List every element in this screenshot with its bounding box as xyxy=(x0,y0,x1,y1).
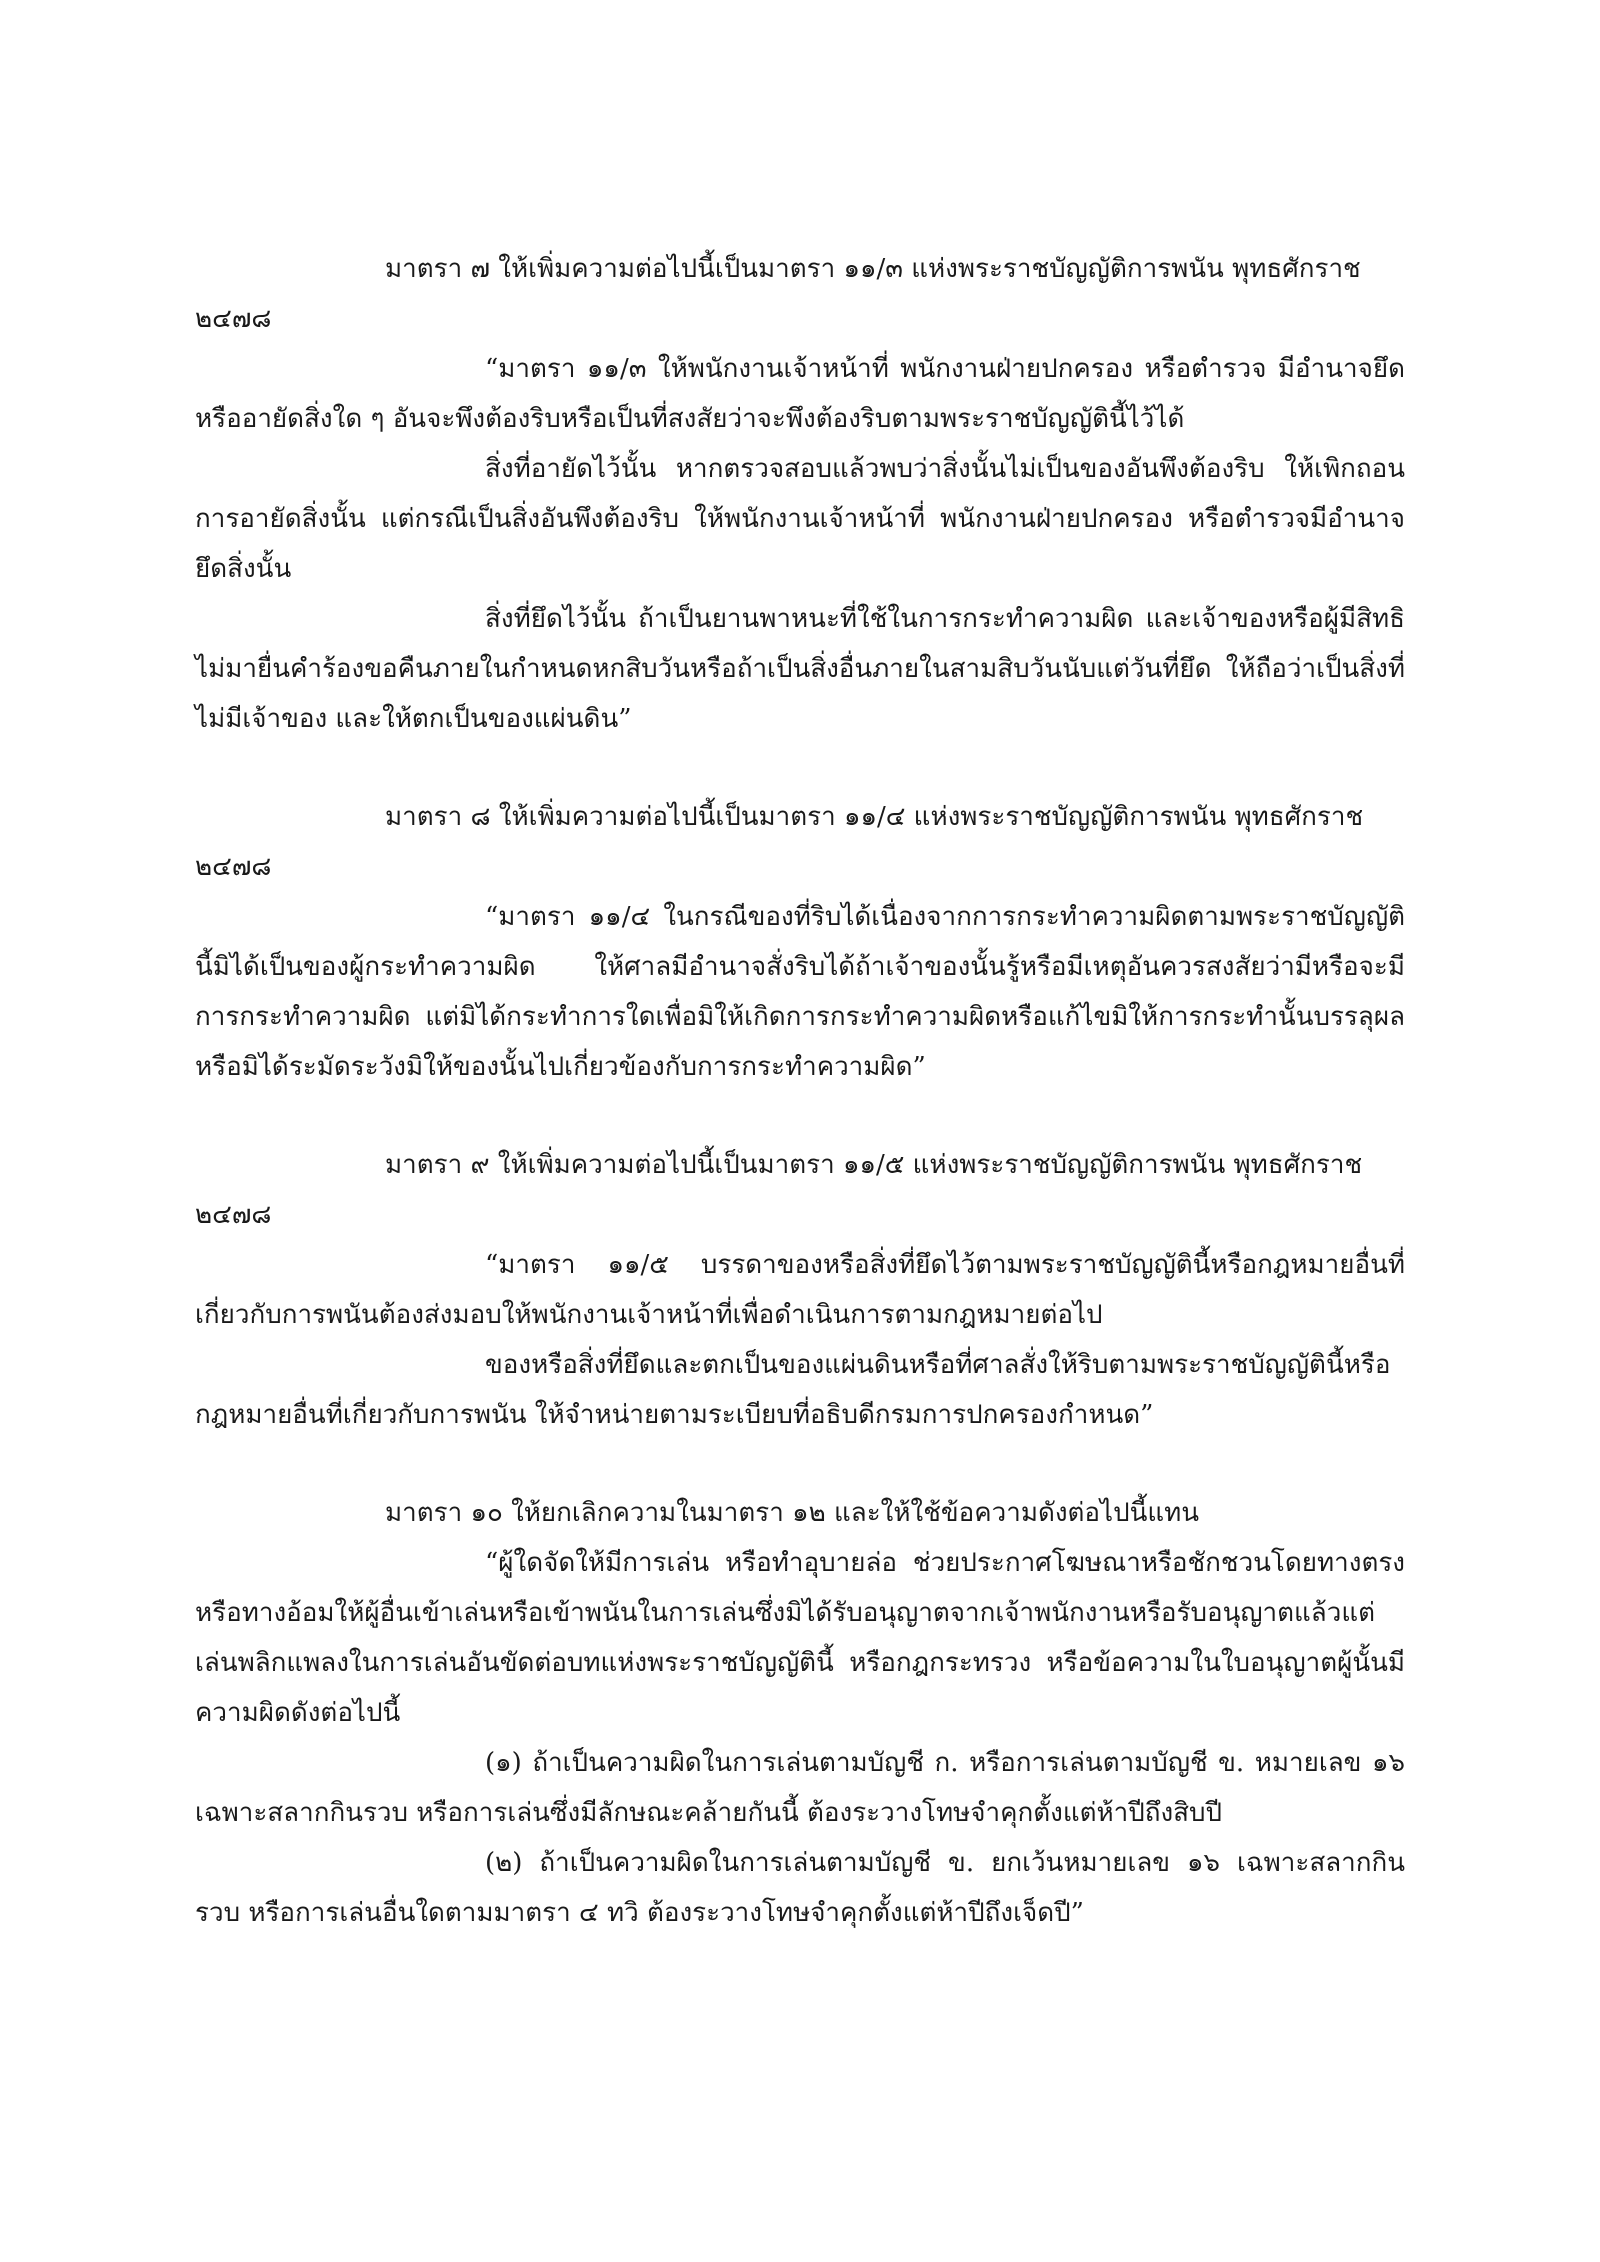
section-7 xyxy=(195,244,1405,744)
section-heading-year: ๒๔๗๘ xyxy=(195,852,272,882)
document-page xyxy=(195,244,1405,1986)
section-heading: มาตรา ๘ ให้เพิ่มความต่อไปนี้เป็นมาตรา ๑๑/๔ แห่งพระราชบัญญัติการพนัน พุทธศักราช ๒๔๗๘ xyxy=(195,792,1405,892)
quoted-paragraph: “มาตรา ๑๑/๓ ให้พนักงานเจ้าหน้าที่ พนักงานฝ่ายปกครอง หรือตำรวจ มีอำนาจยึดหรืออายัดสิ่งใด ๆ อันจะพึงต้องริบหรือเป็นที่สงสัยว่าจะพึงต้องริบตามพระราชบัญญัตินี้ไว้ได้ xyxy=(195,354,1405,434)
section-heading: มาตรา ๗ ให้เพิ่มความต่อไปนี้เป็นมาตรา ๑๑/๓ แห่งพระราชบัญญัติการพนัน พุทธศักราช ๒๔๗๘ xyxy=(195,244,1405,344)
list-item: (๒) ถ้าเป็นความผิดในการเล่นตามบัญชี ข. ยกเว้นหมายเลข ๑๖ เฉพาะสลากกินรวบ หรือการเล่นอื่นใดตามมาตรา ๔ ทวิ ต้องระวางโทษจำคุกตั้งแต่ห้าปีถึงเจ็ดปี” xyxy=(195,1848,1405,1928)
section-8 xyxy=(195,792,1405,1092)
section-heading-year: ๒๔๗๘ xyxy=(195,1200,272,1230)
quoted-paragraph: สิ่งที่อายัดไว้นั้น หากตรวจสอบแล้วพบว่าสิ่งนั้นไม่เป็นของอันพึงต้องริบ ให้เพิกถอนการอายัดสิ่งนั้น แต่กรณีเป็นสิ่งอันพึงต้องริบ ให้พนักงานเจ้าหน้าที่ พนักงานฝ่ายปกครอง หรือตำรวจมีอำนาจยึดสิ่งนั้น xyxy=(195,454,1405,584)
list-item: (๑) ถ้าเป็นความผิดในการเล่นตามบัญชี ก. หรือการเล่นตามบัญชี ข. หมายเลข ๑๖ เฉพาะสลากกินรวบ หรือการเล่นซึ่งมีลักษณะคล้ายกันนี้ ต้องระวางโทษจำคุกตั้งแต่ห้าปีถึงสิบปี xyxy=(195,1748,1405,1828)
section-heading: มาตรา ๙ ให้เพิ่มความต่อไปนี้เป็นมาตรา ๑๑/๕ แห่งพระราชบัญญัติการพนัน พุทธศักราช ๒๔๗๘ xyxy=(195,1140,1405,1240)
quoted-paragraph: “มาตรา ๑๑/๕ บรรดาของหรือสิ่งที่ยึดไว้ตามพระราชบัญญัตินี้หรือกฎหมายอื่นที่เกี่ยวกับการพนันต้องส่งมอบให้พนักงานเจ้าหน้าที่เพื่อดำเนินการตามกฎหมายต่อไป xyxy=(195,1250,1405,1330)
section-9 xyxy=(195,1140,1405,1440)
section-10 xyxy=(195,1488,1405,1938)
quoted-paragraph: “มาตรา ๑๑/๔ ในกรณีของที่ริบได้เนื่องจากการกระทำความผิดตามพระราชบัญญัตินี้มิได้เป็นของผู้กระทำความผิด ให้ศาลมีอำนาจสั่งริบได้ถ้าเจ้าของนั้นรู้หรือมีเหตุอันควรสงสัยว่ามีหรือจะมีการกระทำความผิด แต่มิได้กระทำการใดเพื่อมิให้เกิดการกระทำความผิดหรือแก้ไขมิให้การกระทำนั้นบรรลุผลหรือมิได้ระมัดระวังมิให้ของนั้นไปเกี่ยวข้องกับการกระทำความผิด” xyxy=(195,902,1405,1082)
quoted-paragraph: สิ่งที่ยึดไว้นั้น ถ้าเป็นยานพาหนะที่ใช้ในการกระทำความผิด และเจ้าของหรือผู้มีสิทธิไม่มายื่นคำร้องขอคืนภายในกำหนดหกสิบวันหรือถ้าเป็นสิ่งอื่นภายในสามสิบวันนับแต่วันที่ยึด ให้ถือว่าเป็นสิ่งที่ไม่มีเจ้าของ และให้ตกเป็นของแผ่นดิน” xyxy=(195,604,1405,734)
quoted-paragraph: ของหรือสิ่งที่ยึดและตกเป็นของแผ่นดินหรือที่ศาลสั่งให้ริบตามพระราชบัญญัตินี้หรือกฎหมายอื่นที่เกี่ยวกับการพนัน ให้จำหน่ายตามระเบียบที่อธิบดีกรมการปกครองกำหนด” xyxy=(195,1350,1391,1430)
quoted-paragraph: “ผู้ใดจัดให้มีการเล่น หรือทำอุบายล่อ ช่วยประกาศโฆษณาหรือชักชวนโดยทางตรงหรือทางอ้อมให้ผู้อื่นเข้าเล่นหรือเข้าพนันในการเล่นซึ่งมิได้รับอนุญาตจากเจ้าพนักงานหรือรับอนุญาตแล้วแต่เล่นพลิกแพลงในการเล่นอันขัดต่อบทแห่งพระราชบัญญัตินี้ หรือกฎกระทรวง หรือข้อความในใบอนุญาตผู้นั้นมีความผิดดังต่อไปนี้ xyxy=(195,1548,1405,1728)
section-heading-year: ๒๔๗๘ xyxy=(195,304,272,334)
section-heading: มาตรา ๑๐ ให้ยกเลิกความในมาตรา ๑๒ และให้ใช้ข้อความดังต่อไปนี้แทน xyxy=(385,1498,1200,1528)
